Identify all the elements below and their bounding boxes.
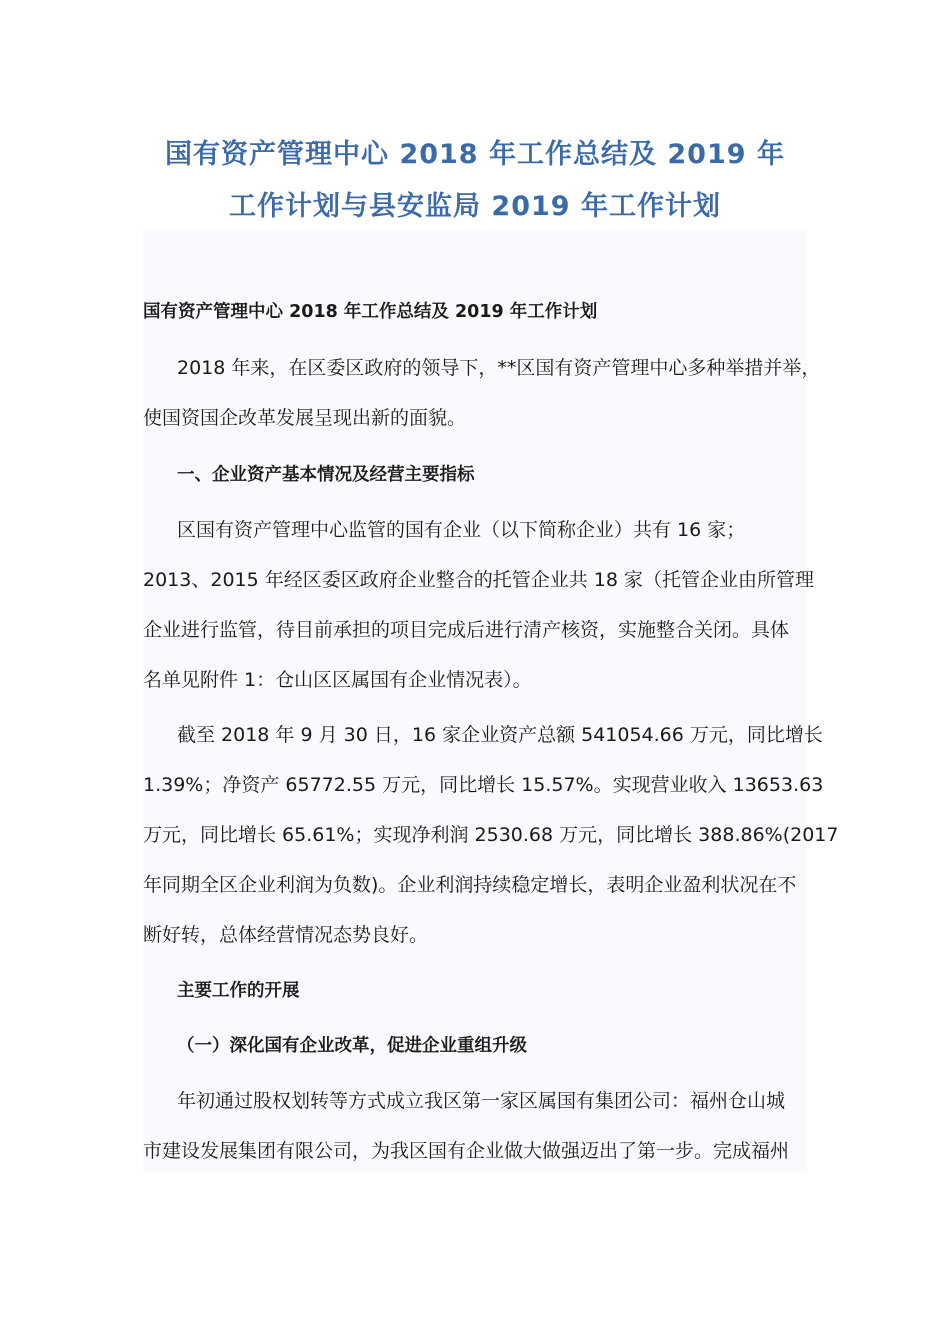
section2-subheading-1: （一）深化国有企业改革，促进企业重组升级 [177, 1036, 527, 1056]
section2-para1-line-1: 年初通过股权划转等方式成立我区第一家区属国有集团公司：福州仓山城 [177, 1090, 786, 1112]
section1-heading: 一、企业资产基本情况及经营主要指标 [177, 465, 475, 485]
intro-line-1: 2018 年来，在区委区政府的领导下，**区国有资产管理中心多种举措并举， [177, 357, 821, 379]
document-title-line-1: 国有资产管理中心 2018 年工作总结及 2019 年 [165, 139, 785, 170]
section1-para1-line-2: 2013、2015 年经区委区政府企业整合的托管企业共 18 家（托管企业由所管理 [143, 569, 815, 591]
section2-heading: 主要工作的开展 [177, 981, 300, 1001]
section1-para2-line-5: 断好转，总体经营情况态势良好。 [143, 924, 429, 946]
subheading: 国有资产管理中心 2018 年工作总结及 2019 年工作计划 [143, 302, 598, 322]
section1-para1-line-4: 名单见附件 1：仓山区区属国有企业情况表）。 [143, 669, 532, 691]
section1-para1-line-3: 企业进行监管，待目前承担的项目完成后进行清产核资，实施整合关闭。具体 [143, 619, 790, 641]
document-title-line-2: 工作计划与县安监局 2019 年工作计划 [229, 191, 721, 222]
section1-para2-line-1: 截至 2018 年 9 月 30 日，16 家企业资产总额 541054.66 万元，同比增长 [177, 724, 823, 746]
section1-para1-line-1: 区国有资产管理中心监管的国有企业（以下简称企业）共有 16 家； [177, 519, 746, 541]
section1-para2-line-4: 年同期全区企业利润为负数)。企业利润持续稳定增长，表明企业盈利状况在不 [143, 874, 797, 896]
section2-para1-line-2: 市建设发展集团有限公司，为我区国有企业做大做强迈出了第一步。完成福州 [143, 1140, 790, 1162]
section1-para2-line-2: 1.39%；净资产 65772.55 万元，同比增长 15.57%。实现营业收入 13653.63 [143, 774, 824, 796]
intro-line-2: 使国资国企改革发展呈现出新的面貌。 [143, 407, 467, 429]
section1-para2-line-3: 万元，同比增长 65.61%；实现净利润 2530.68 万元，同比增长 388.86%(2017 [143, 824, 839, 846]
